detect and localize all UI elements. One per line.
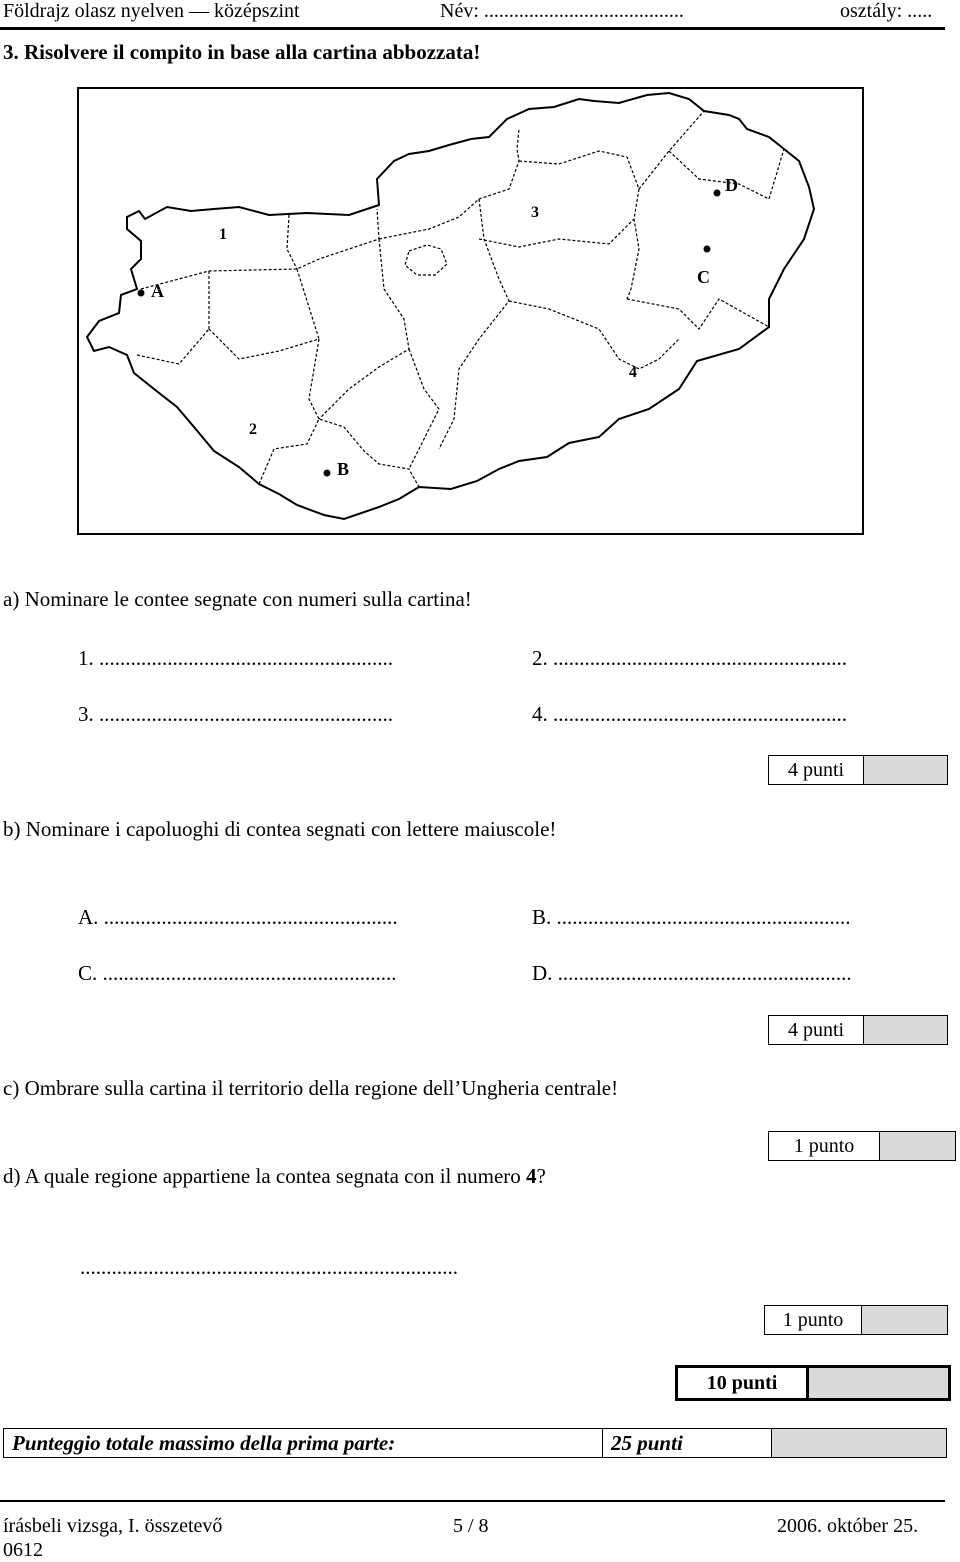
score-field-b[interactable] xyxy=(864,1016,947,1044)
capital-letter-d: D xyxy=(725,175,738,195)
part-total-row xyxy=(3,1428,947,1458)
part-d-prompt xyxy=(3,1164,546,1189)
capital-letter-a: A xyxy=(151,281,164,301)
answer-b-a[interactable]: A. ........................................................ xyxy=(78,905,398,929)
capital-dot-a xyxy=(138,290,145,297)
score-box-b xyxy=(768,1015,948,1045)
task-total-box xyxy=(675,1365,951,1401)
score-box-a xyxy=(768,755,948,785)
part-total-value: 25 punti xyxy=(603,1429,772,1457)
header-rule xyxy=(0,27,945,30)
part-total-label: Punteggio totale massimo della prima parte: xyxy=(4,1429,603,1457)
score-box-c xyxy=(768,1131,956,1161)
part-d-prompt-text: d) A quale regione appartiene la contea segnata con il numero xyxy=(3,1164,527,1188)
county-number-1: 1 xyxy=(219,226,227,243)
task-title: 3. Risolvere il compito in base alla cartina abbozzata! xyxy=(3,40,481,64)
score-label-d: 1 punto xyxy=(765,1306,862,1334)
answer-b-d[interactable]: D. ........................................................ xyxy=(532,961,852,985)
part-total-field[interactable] xyxy=(772,1429,946,1457)
answer-a-1[interactable]: 1. ........................................................ xyxy=(78,646,393,670)
footer-left: írásbeli vizsga, I. összetevő xyxy=(3,1515,223,1537)
answer-b-c[interactable]: C. ........................................................ xyxy=(78,961,397,985)
capital-dot-b xyxy=(324,470,331,477)
answer-d[interactable]: ........................................................................ xyxy=(80,1255,458,1279)
score-label-a: 4 punti xyxy=(769,756,864,784)
header-name-field: Név: ........................................ xyxy=(440,0,684,22)
score-box-d xyxy=(764,1305,948,1335)
answer-b-b[interactable]: B. ........................................................ xyxy=(532,905,851,929)
footer-page: 5 / 8 xyxy=(453,1515,489,1537)
task-total-label: 10 punti xyxy=(678,1368,809,1398)
score-field-c[interactable] xyxy=(880,1132,955,1160)
capital-letter-c: C xyxy=(697,267,710,287)
county-number-4: 4 xyxy=(629,364,637,381)
footer-rule xyxy=(0,1500,945,1502)
capital-dot-c xyxy=(704,246,711,253)
county-outline-map xyxy=(79,89,862,533)
part-b-prompt: b) Nominare i capoluoghi di contea segnati con lettere maiuscole! xyxy=(3,817,557,841)
county-number-3: 3 xyxy=(531,204,539,221)
part-d-question-mark: ? xyxy=(536,1164,546,1188)
task-total-field[interactable] xyxy=(809,1368,948,1398)
header-class-field: osztály: ..... xyxy=(840,0,933,22)
score-label-b: 4 punti xyxy=(769,1016,864,1044)
footer-date: 2006. október 25. xyxy=(777,1515,919,1537)
header-subject: Földrajz olasz nyelven — középszint xyxy=(3,0,300,22)
footer-code: 0612 xyxy=(3,1539,43,1561)
part-d-number: 4 xyxy=(526,1164,537,1188)
part-a-prompt: a) Nominare le contee segnate con numeri sulla cartina! xyxy=(3,587,472,611)
answer-a-2[interactable]: 2. ........................................................ xyxy=(532,646,847,670)
answer-a-3[interactable]: 3. ........................................................ xyxy=(78,702,393,726)
capital-letter-b: B xyxy=(337,459,350,479)
part-c-prompt: c) Ombrare sulla cartina il territorio della regione dell’Ungheria centrale! xyxy=(3,1076,619,1100)
score-field-d[interactable] xyxy=(862,1306,947,1334)
country-border xyxy=(87,93,814,519)
score-field-a[interactable] xyxy=(864,756,947,784)
hungary-map xyxy=(77,87,864,535)
score-label-c: 1 punto xyxy=(769,1132,880,1160)
answer-a-4[interactable]: 4. ........................................................ xyxy=(532,702,847,726)
county-number-2: 2 xyxy=(249,421,257,438)
capital-dot-d xyxy=(714,190,721,197)
